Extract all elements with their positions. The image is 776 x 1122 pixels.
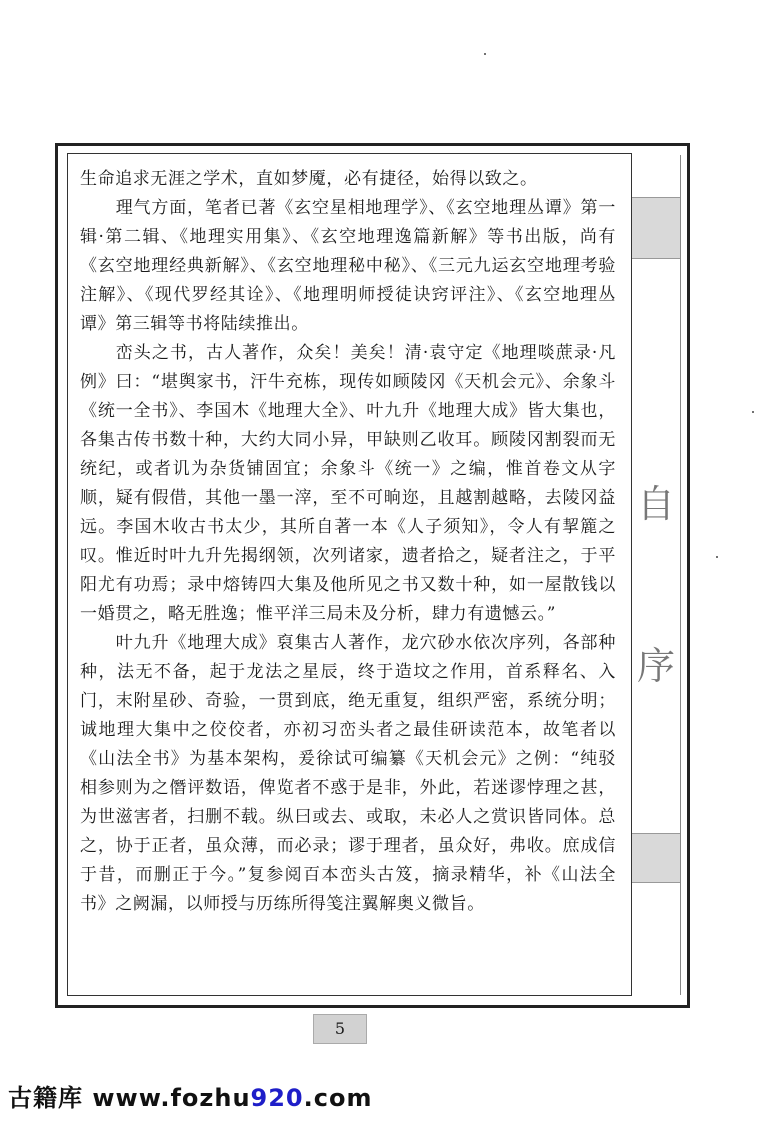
side-block-top — [632, 197, 680, 259]
paragraph: 生命追求无涯之学术，直如梦魇，必有捷径，始得以致之。 — [80, 169, 538, 189]
paragraph: 峦头之书，古人著作，众矣！美矣！清·袁守定《地理啖蔗录·凡例》曰：“堪舆家书，汗牛充栋，现传如顾陵冈《天机会元》、余象斗《统一全书》、李国木《地理大全》、叶九升《地理大成》皆大集也，各集古传书数十种，大约大同小异，甲缺则乙收耳。顾陵冈割裂而无统纪，或者讥为杂货铺固宜；余象斗《统一》之编，惟首卷文从字顺，疑有假借，其他一墨一滓，至不可晌迩，且越割越略，去陵冈益远。李国木收古书太少，其所自著一本《人子须知》，令人有挈簏之叹。惟近时叶九升先揭纲领，次列诸家，遗者拾之，疑者注之，于平阳尤有功焉；录中熔铸四大集及他所见之书又数十种，如一屋散钱以一婚贯之，略无胜逸；惟平洋三局未及分析，肆力有遗憾云。” — [80, 343, 616, 624]
side-title-char-2: 序 — [636, 644, 675, 688]
paragraph: 理气方面，笔者已著《玄空星相地理学》、《玄空地理丛谭》第一辑·第二辑、《地理实用集》、《玄空地理逸篇新解》等书出版，尚有《玄空地理经典新解》、《玄空地理秘中秘》、《三元九运玄空地理考验注解》、《现代罗经其诠》、《地理明师授徒诀窍评注》、《玄空地理丛谭》第三辑等书将陆续推出。 — [80, 198, 616, 334]
side-divider — [680, 155, 681, 995]
footer-url-prefix: www.fozhu — [92, 1084, 251, 1112]
footer-url-highlight: 920 — [250, 1084, 304, 1112]
footer-url-suffix: .com — [303, 1084, 373, 1112]
footer-url[interactable] — [92, 1084, 372, 1112]
side-band — [632, 155, 690, 995]
side-title-char-1: 自 — [636, 482, 675, 526]
footer-site-name: 古籍库 — [8, 1084, 83, 1112]
page-number: 5 — [313, 1014, 367, 1044]
footer-watermark — [8, 1078, 372, 1113]
paragraph: 叶九升《地理大成》裒集古人著作，龙穴砂水依次序列，各部种种，法无不备，起于龙法之星辰，终于造坟之作用，首系释名、入门，末附星砂、奇验，一贯到底，绝无重复，组织严密，系统分明；诚地理大集中之佼佼者，亦初习峦头者之最佳研读范本，故笔者以《山法全书》为基本架构，爰徐试可编纂《天机会元》之例：“纯驳相参则为之僭评数语，俾览者不惑于是非，外此，若迷谬悖理之甚，为世滋害者，扫删不载。纵曰或去、或取，未必人之赏识皆同体。总之，协于正者，虽众薄，而必录；谬于理者，虽众好，弗收。庶成信于昔，而删正于今。”复参阅百本峦头古笈，摘录精华，补《山法全书》之阙漏，以师授与历练所得笺注翼解奥义微旨。 — [80, 633, 616, 914]
side-block-bottom — [632, 833, 680, 883]
body-text — [80, 165, 616, 919]
